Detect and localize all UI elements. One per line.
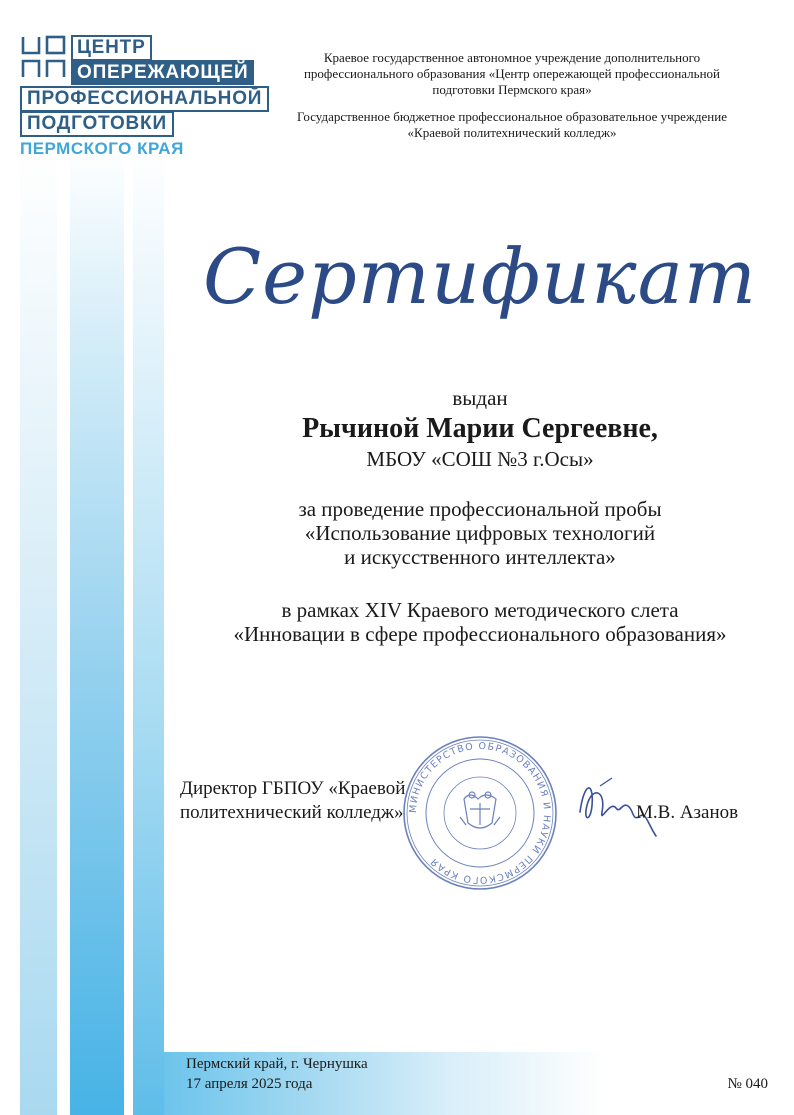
director-position-line-2: политехнический колледж» [180, 802, 404, 823]
copp-mark-icon [20, 34, 68, 80]
issued-label: выдан [452, 386, 508, 410]
event-description [180, 598, 780, 646]
issuer-org-2-line-2: «Краевой политехнический колледж» [407, 125, 617, 140]
issuer-org-1-line-2: профессионального образования «Центр опережающей профессиональной [303, 66, 721, 81]
logo-line-2: ОПЕРЕЖАЮЩЕЙ [71, 60, 254, 85]
decorative-stripe-3 [133, 150, 164, 1115]
purpose-line-1: за проведение профессиональной пробы [298, 497, 662, 521]
director-position [180, 777, 405, 825]
decorative-stripe-2 [70, 150, 124, 1115]
decorative-stripe-1 [20, 150, 57, 1115]
issue-date: 17 апреля 2025 года [186, 1076, 313, 1092]
event-line-2: «Инновации в сфере профессионального образования» [233, 622, 727, 646]
recipient-school: МБОУ «СОШ №3 г.Осы» [366, 447, 594, 471]
logo-line-5: ПЕРМСКОГО КРАЯ [20, 139, 184, 158]
issuer-org-1-line-3: подготовки Пермского края» [432, 82, 592, 97]
signer-name: М.В. Азанов [636, 802, 739, 823]
copp-logo [20, 34, 270, 159]
certificate-number: № 040 [727, 1076, 768, 1092]
logo-line-3: ПРОФЕССИОНАЛЬНОЙ [20, 86, 269, 112]
event-line-1: в рамках XIV Краевого методического слета [281, 598, 679, 622]
logo-line-4: ПОДГОТОВКИ [20, 111, 174, 137]
issuer-org-1 [280, 50, 744, 98]
certificate-title: Сертификат [203, 232, 757, 321]
stamp-ring-text: МИНИСТЕРСТВО ОБРАЗОВАНИЯ И НАУКИ ПЕРМСКОГО КРАЯ [407, 740, 553, 886]
issuer-org-2-line-1: Государственное бюджетное профессиональное образовательное учреждение [297, 109, 727, 124]
recipient-name: Рычиной Марии Сергеевне, [302, 413, 658, 444]
issuer-org-2 [280, 109, 744, 141]
issuer-org-1-line-1: Краевое государственное автономное учреждение дополнительного [323, 50, 701, 65]
official-stamp [400, 733, 560, 893]
certificate-purpose [180, 497, 780, 569]
logo-line-1: ЦЕНТР [71, 35, 152, 61]
purpose-line-3: и искусственного интеллекта» [344, 545, 616, 569]
director-position-line-1: Директор ГБПОУ «Краевой [180, 778, 406, 799]
purpose-line-2: «Использование цифровых технологий [304, 521, 656, 545]
issue-place: Пермский край, г. Чернушка [186, 1056, 368, 1072]
emblem-icon [460, 792, 500, 828]
